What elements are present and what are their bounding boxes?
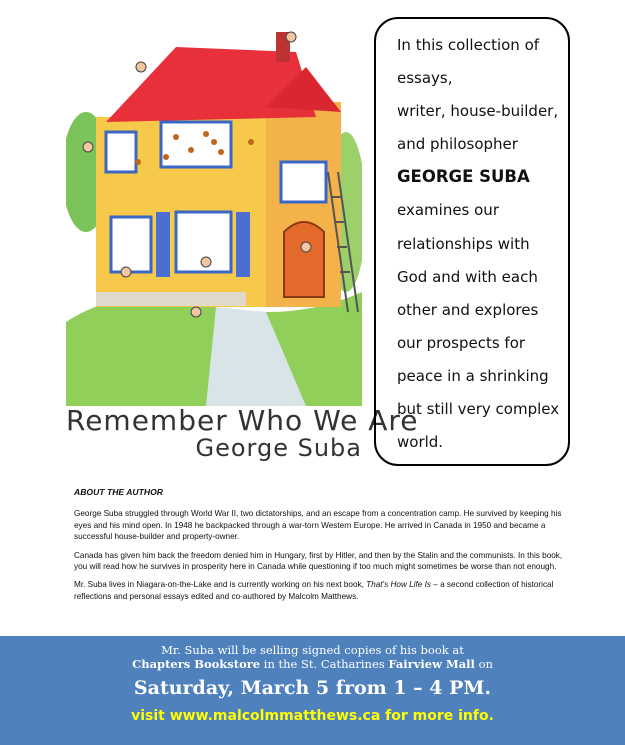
about-text: Mr. Suba lives in Niagara-on-the-Lake and is currently working on his next book, [74,580,367,590]
banner-intro: Mr. Suba will be selling signed copies of his book at [161,643,464,657]
window [161,122,231,167]
about-paragraph [74,579,564,602]
about-paragraph: George Suba struggled through World War II, two dictatorships, and an escape from a concentration camp. He survived by keeping his eyes and his mind open. In 1948 he backpacked through a war-torn Western Europe. He arrived in Canada in 1950 and became a successful house-builder and property-owner. [74,509,562,542]
about-author-section [74,487,564,609]
event-date: Saturday, March 5 from 1 – 4 PM. [133,677,492,699]
book-author: George Suba [195,434,362,462]
mall-name: Fairview Mall [388,657,475,671]
venue-name: Chapters Bookstore [132,657,261,671]
porch [96,292,246,306]
description-line: and philosopher [397,135,518,154]
door [284,222,324,297]
author-name-highlight: GEORGE SUBA [397,167,530,187]
banner-text: on [474,657,493,671]
description-line: peace in a shrinking [397,366,549,385]
shutter [236,212,250,277]
description-line: other and explores [397,300,539,319]
about-heading: ABOUT THE AUTHOR [74,487,163,497]
description-line: essays, [397,69,453,88]
description-line: relationships with [397,234,530,253]
description-line: God and with each [397,267,538,286]
about-paragraph: Canada has given him back the freedom denied him in Hungary, first by Hitler, and then by the Stalin and the communists. In this book, you will read how he survives in prosperity here in Canada while questioning if too much might sometimes be worse than not enough. [74,550,563,572]
window [106,132,136,172]
banner-text: in the St. Catharines [260,657,389,671]
window [281,162,326,202]
banner-location [0,657,625,672]
shutter [156,212,170,277]
description-box [374,17,570,466]
description-line: but still very complex [397,400,560,419]
next-book-title: That's How Life Is [366,580,431,590]
description-line: writer, house-builder, [397,102,559,121]
window [111,217,151,272]
description-line: In this collection of [397,36,540,54]
description-line: our prospects for [397,333,526,352]
description-line: world. [397,433,444,452]
about-text: – a second collection of historical reflections and personal essays edited and co-authored by Malcolm Matthews. [74,580,554,601]
book-title: Remember Who We Are [66,404,419,437]
book-cover-illustration [66,22,362,406]
website-link[interactable]: visit www.malcolmmatthews.ca for more info. [131,708,494,724]
event-banner [0,636,625,745]
description-line: examines our [397,201,499,220]
